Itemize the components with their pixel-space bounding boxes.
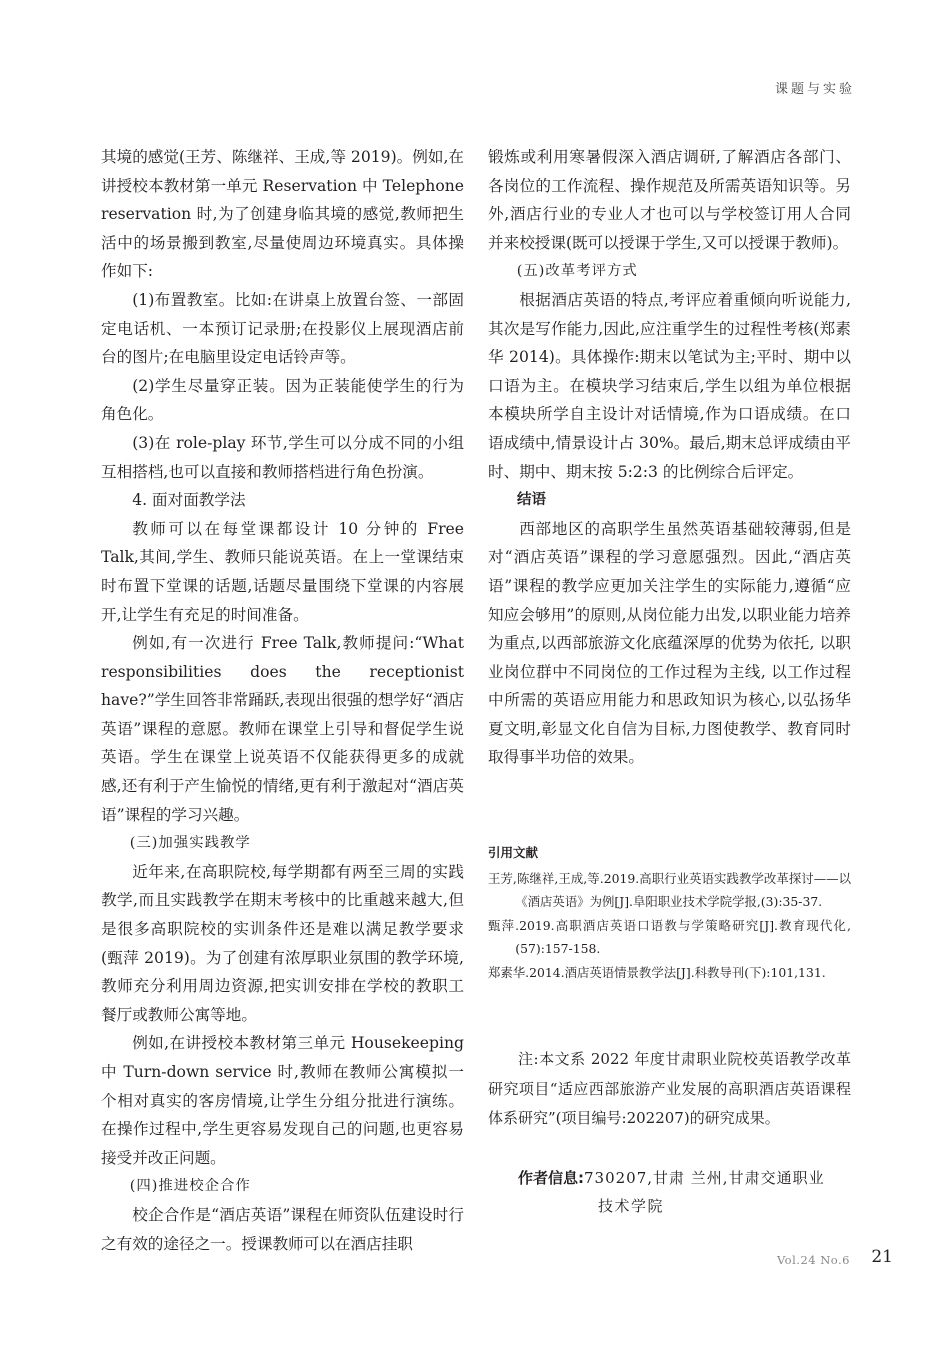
paragraph: 根据酒店英语的特点,考评应着重倾向听说能力,其次是写作能力,因此,应注重学生的过程性考核(郑素华 2014)。具体操作:期末以笔试为主;平时、期中以口语为主。在模块学习结束后,学生以组为单位根据本模块所学自主设计对话情境,作为口语成绩。在口语成绩中,情景设计占 30%。最后,期末总评成绩由平时、期中、期末按 5:2:3 的比例综合后评定。	[488, 290, 851, 481]
page-number: 21	[871, 1247, 893, 1267]
author-info-line1: 730207,甘肃 兰州,甘肃交通职业	[584, 1169, 825, 1187]
paragraph: 近年来,在高职院校,每学期都有两至三周的实践教学,而且实践教学在期末考核中的比重越来越大,但是很多高职院校的实训条件还是难以满足教学要求(甄萍 2019)。为了创建有浓厚职业氛围的教学环境,教师充分利用周边资源,把实训安排在学校的教职工餐厅或教师公寓等地。	[101, 862, 464, 1024]
paragraph: (1)布置教室。比如:在讲桌上放置台签、一部固定电话机、一本预订记录册;在投影仪上展现酒店前台的图片;在电脑里设定电话铃声等。	[101, 290, 464, 367]
reference-item: 郑素华.2014.酒店英语情景教学法[J].科教导刊(下):101,131.	[488, 965, 826, 980]
author-info	[488, 1164, 851, 1220]
paragraph: 其境的感觉(王芳、陈继祥、王成,等 2019)。例如,在讲授校本教材第一单元 Reservation 中 Telephone reservation 时,为了创建身临其境的感觉,教师把生活中的场景搬到教室,尽量使周边环境真实。具体操作如下:	[101, 148, 465, 281]
paragraph: 校企合作是“酒店英语”课程在师资队伍建设时行之有效的途径之一。授课教师可以在酒店挂职	[101, 1205, 464, 1253]
volume-number: Vol.24 No.6	[776, 1253, 850, 1267]
right-column	[488, 143, 851, 772]
paragraph: 4. 面对面教学法	[132, 491, 246, 510]
section-heading: (三)加强实践教学	[129, 835, 251, 852]
paragraph: 西部地区的高职学生虽然英语基础较薄弱,但是对“酒店英语”课程的学习意愿强烈。因此,“酒店英语”课程的教学应更加关注学生的实际能力,遵循“应知应会够用”的原则,从岗位能力出发,以职业能力培养为重点,以西部旅游文化底蕴深厚的优势为依托, 以职业岗位群中不同岗位的工作过程为主线, 以工作过程中所需的英语应用能力和思政知识为核心,以弘扬华夏文明,彰显文化自信为目标,力图使教学、教育同时取得事半功倍的效果。	[488, 519, 851, 767]
references-title: 引用文献	[488, 845, 539, 860]
paragraph: (3)在 role-play 环节,学生可以分成不同的小组互相搭档,也可以直接和教师搭档进行角色扮演。	[101, 433, 464, 481]
reference-item: 甄萍.2019.高职酒店英语口语教与学策略研究[J].教育现代化,(57):157-158.	[488, 918, 851, 956]
paragraph: 例如,在讲授校本教材第三单元 Housekeeping 中 Turn-down service 时,教师在教师公寓模拟一个相对真实的客房情境,让学生分组分批进行演练。在操作过程中,学生更容易发现自己的问题,也更容易接受并改正问题。	[101, 1034, 464, 1167]
references	[488, 843, 851, 985]
paragraph: 例如,有一次进行 Free Talk,教师提问:“What responsibilities does the receptionist have?”学生回答非常踊跃,表现出很强的想学好“酒店英语”课程的意愿。教师在课堂上引导和督促学生说英语。学生在课堂上说英语不仅能获得更多的成就感,还有利于产生愉悦的情绪,更有利于激起对“酒店英语”课程的学习兴趣。	[101, 634, 464, 824]
section-heading: (四)推进校企合作	[129, 1178, 251, 1195]
reference-item: 王芳,陈继祥,王成,等.2019.高职行业英语实践教学改革探讨——以《酒店英语》为例[J].阜阳职业技术学院学报,(3):35-37.	[488, 871, 851, 909]
paragraph: 教师可以在每堂课都设计 10 分钟的 Free Talk,其间,学生、教师只能说英语。在上一堂课结束时布置下堂课的话题,话题尽量围绕下堂课的内容展开,让学生有充足的时间准备。	[101, 519, 464, 624]
left-column	[101, 143, 464, 1258]
author-info-line2: 技术学院	[598, 1197, 665, 1215]
section-header: 课题与实验	[774, 82, 855, 97]
paragraph: (2)学生尽量穿正装。因为正装能使学生的行为角色化。	[101, 376, 464, 424]
author-info-label: 作者信息:	[518, 1169, 584, 1187]
section-heading: (五)改革考评方式	[516, 263, 638, 280]
funding-note: 注:本文系 2022 年度甘肃职业院校英语教学改革研究项目“适应西部旅游产业发展的高职酒店英语课程体系研究”(项目编号:202207)的研究成果。	[488, 1050, 851, 1127]
paragraph: 锻炼或利用寒暑假深入酒店调研,了解酒店各部门、各岗位的工作流程、操作规范及所需英语知识等。另外,酒店行业的专业人才也可以与学校签订用人合同并来校授课(既可以授课于学生,又可以授课于教师)。	[488, 148, 851, 252]
section-heading: 结语	[517, 492, 546, 509]
